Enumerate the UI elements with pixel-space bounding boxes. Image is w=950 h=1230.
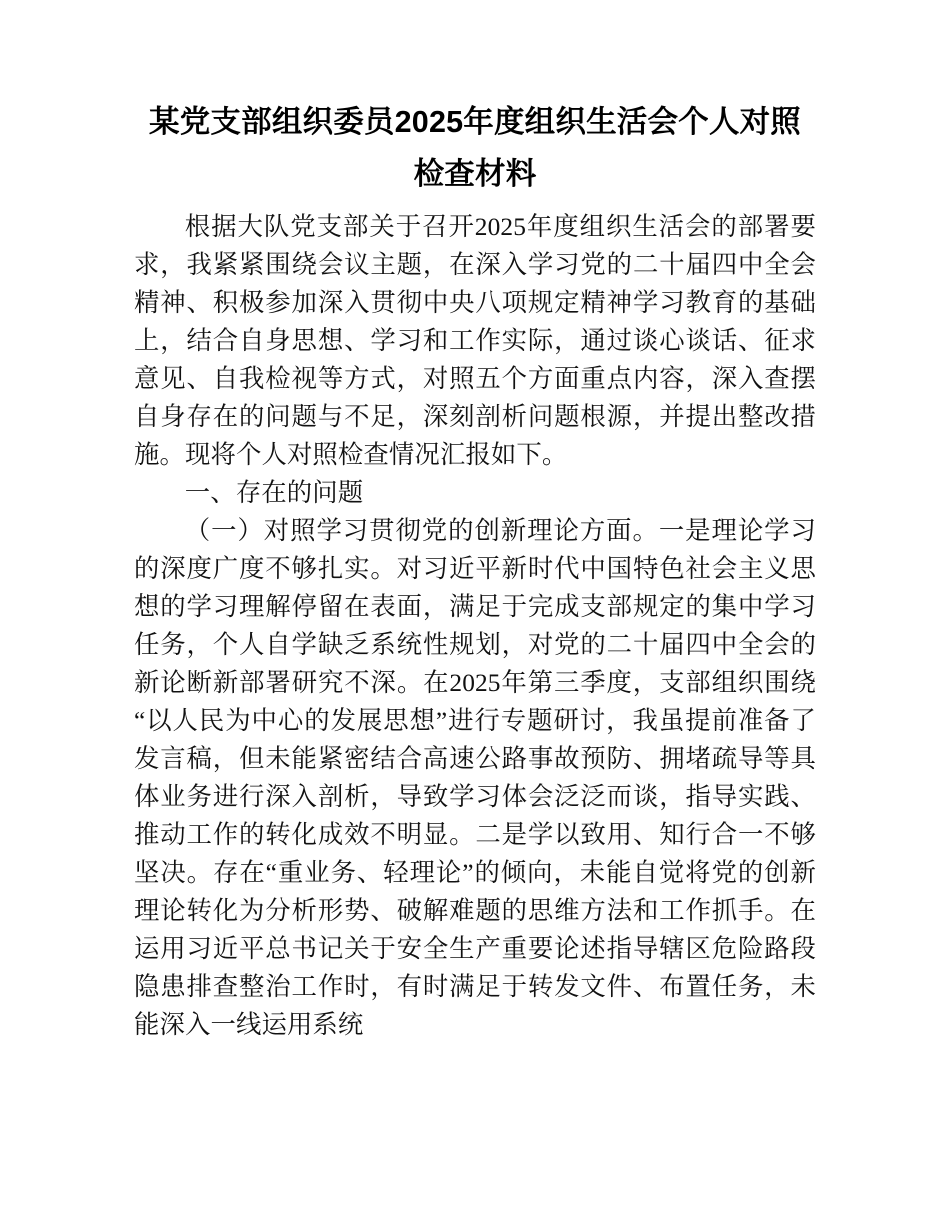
paragraph-subsection-one: （一）对照学习贯彻党的创新理论方面。一是理论学习的深度广度不够扎实。对习近平新时代中国特色社会主义思想的学习理解停留在表面，满足于完成支部规定的集中学习任务，个人自学缺乏系统性规划，对党的二十届四中全会的新论断新部署研究不深。在2025年第三季度，支部组织围绕“以人民为中心的发展思想”进行专题研讨，我虽提前准备了发言稿，但未能紧密结合高速公路事故预防、拥堵疏导等具体业务进行深入剖析，导致学习体会泛泛而谈，指导实践、推动工作的转化成效不明显。二是学以致用、知行合一不够坚决。存在“重业务、轻理论”的倾向，未能自觉将党的创新理论转化为分析形势、破解难题的思维方法和工作抓手。在运用习近平总书记关于安全生产重要论述指导辖区危险路段隐患排查整治工作时，有时满足于转发文件、布置任务，未能深入一线运用系统	[134, 517, 816, 1039]
document-body	[134, 96, 816, 1044]
page-title: 某党支部组织委员2025年度组织生活会个人对照检查材料	[149, 105, 801, 191]
section-heading-existing-problems: 一、存在的问题	[184, 479, 364, 507]
paragraph-intro: 根据大队党支部关于召开2025年度组织生活会的部署要求，我紧紧围绕会议主题，在深入学习党的二十届四中全会精神、积极参加深入贯彻中央八项规定精神学习教育的基础上，结合自身思想、学习和工作实际，通过谈心谈话、征求意见、自我检视等方式，对照五个方面重点内容，深入查摆自身存在的问题与不足，深刻剖析问题根源，并提出整改措施。现将个人对照检查情况汇报如下。	[134, 213, 816, 469]
